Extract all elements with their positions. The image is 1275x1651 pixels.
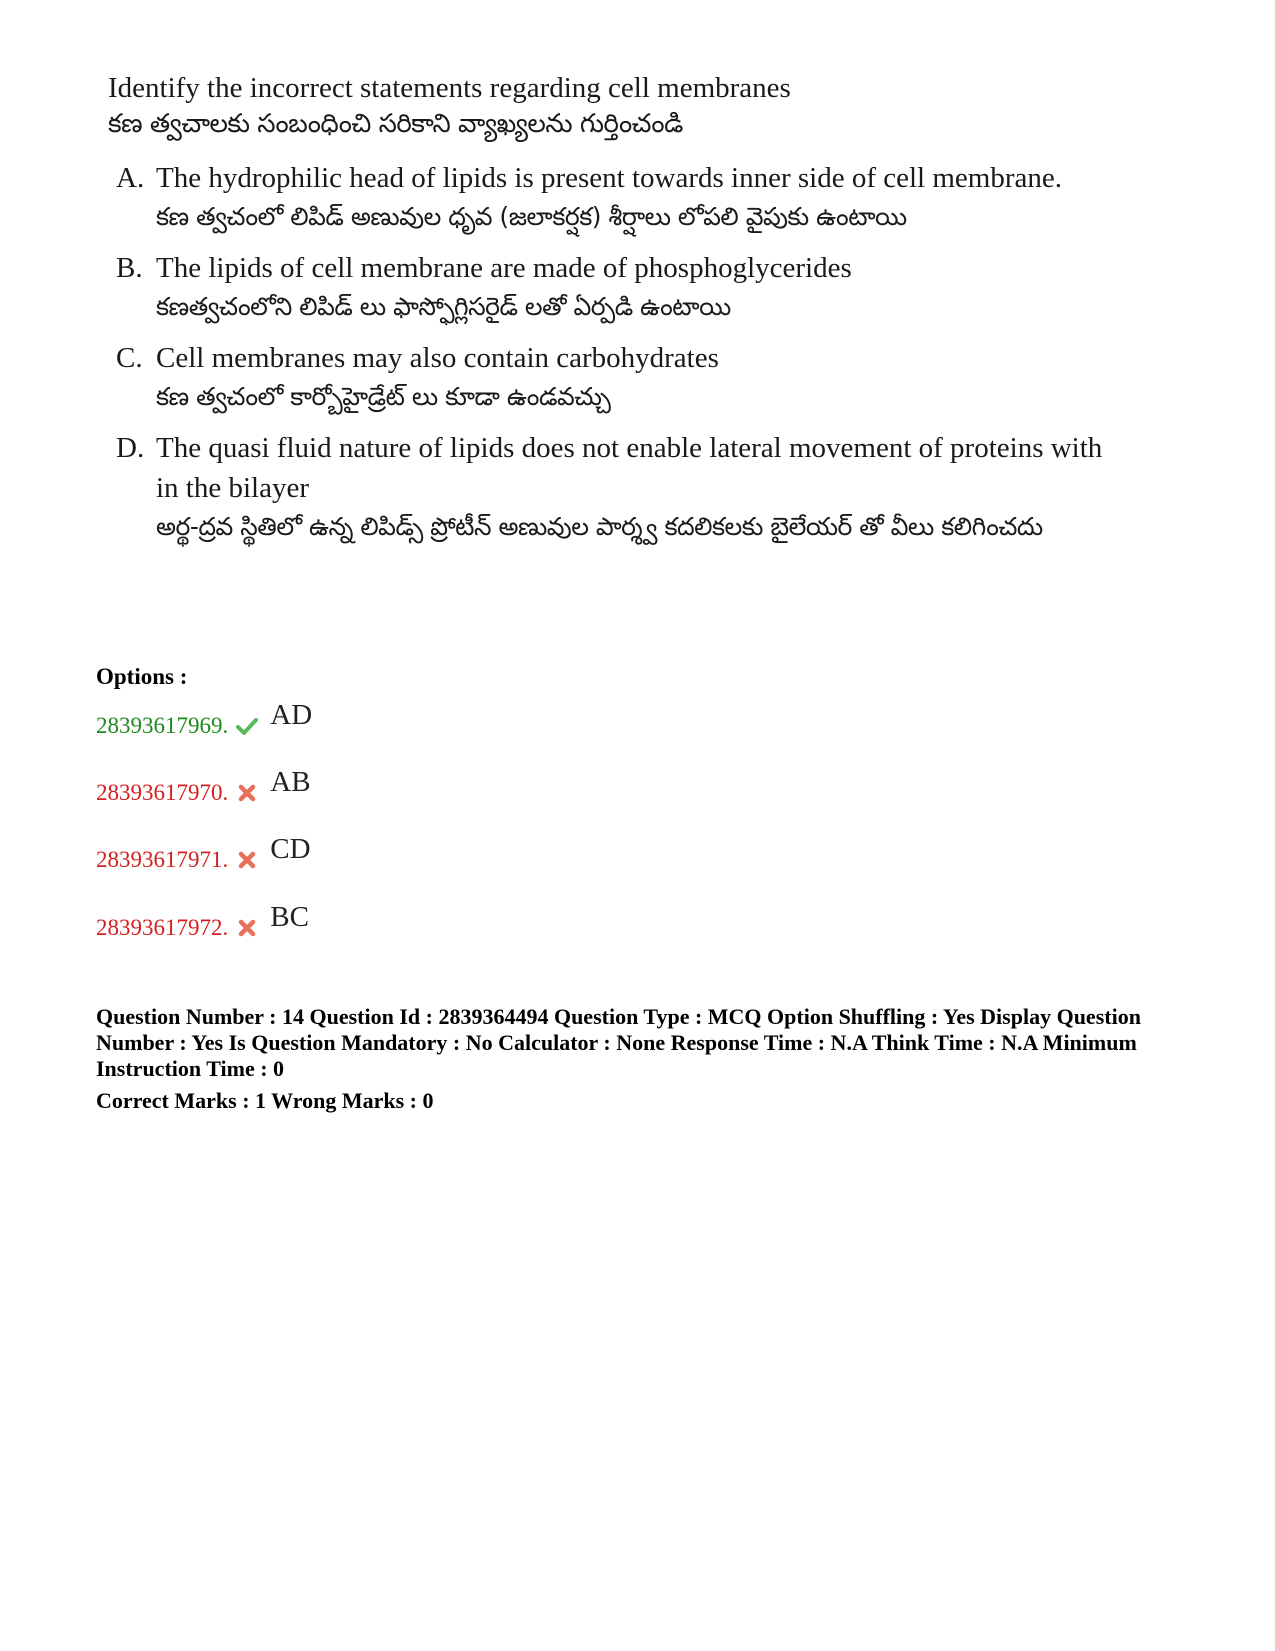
cross-icon bbox=[236, 917, 258, 939]
option-id: 28393617971. bbox=[96, 847, 229, 872]
statement-letter: B. bbox=[116, 252, 143, 284]
option-text: BC bbox=[270, 901, 309, 933]
options-label: Options : bbox=[96, 664, 188, 689]
statement-text-te: కణ త్వచంలో కార్బోహైడ్రేట్ లు కూడా ఉండవచ్చు bbox=[156, 382, 611, 411]
option-2[interactable] bbox=[96, 765, 311, 807]
option-text: AB bbox=[270, 766, 311, 798]
statement-text-te: కణత్వచంలోని లిపిడ్ లు ఫాస్ఫోగ్లిసరైడ్ లతో ఏర్పడి ఉంటాయి bbox=[156, 292, 731, 321]
statement-letter: D. bbox=[116, 432, 145, 464]
statement-text-te: అర్థ-ద్రవ స్థితిలో ఉన్న లిపిడ్స్ ప్రోటీన్ అణువుల పార్శ్వ కదలికలకు బైలేయర్ తో వీలు కలిగించదు bbox=[156, 512, 1043, 541]
cross-icon bbox=[236, 849, 258, 871]
statement-b bbox=[108, 248, 1108, 326]
statement-letter: A. bbox=[116, 162, 145, 194]
option-1[interactable] bbox=[96, 698, 312, 740]
option-3[interactable] bbox=[96, 832, 311, 874]
check-icon bbox=[236, 715, 258, 737]
option-id: 28393617970. bbox=[96, 780, 229, 805]
statement-a bbox=[108, 158, 1108, 236]
question-image bbox=[108, 70, 1108, 558]
option-text: CD bbox=[270, 833, 311, 865]
option-id: 28393617972. bbox=[96, 915, 229, 940]
cross-icon bbox=[236, 782, 258, 804]
statement-c bbox=[108, 338, 1108, 416]
statement-text-en: The quasi fluid nature of lipids does not enable lateral movement of proteins with in the bilayer bbox=[156, 432, 1103, 504]
statement-letter: C. bbox=[116, 342, 143, 374]
question-metadata: Question Number : 14 Question Id : 2839364494 Question Type : MCQ Option Shuffling : Yes Display Question Number : Yes Is Question Mandatory : No Calculator : None Response Time : N.A Think Time : N.A Minimum Instruction Time : 0 bbox=[96, 1004, 1141, 1081]
statement-d bbox=[108, 428, 1108, 546]
statement-text-en: The hydrophilic head of lipids is present towards inner side of cell membrane. bbox=[156, 162, 1062, 194]
option-text: AD bbox=[270, 699, 313, 731]
statement-text-te: కణ త్వచంలో లిపిడ్ అణువుల ధృవ (జలాకర్షక) శీర్షాలు లోపలి వైపుకు ఉంటాయి bbox=[156, 202, 907, 231]
question-title-te: కణ త్వచాలకు సంబంధించి సరికాని వ్యాఖ్యలను గుర్తించండి bbox=[108, 109, 683, 139]
option-id: 28393617969. bbox=[96, 713, 229, 738]
option-4[interactable] bbox=[96, 900, 309, 942]
question-title-en: Identify the incorrect statements regarding cell membranes bbox=[108, 72, 791, 104]
question-marks: Correct Marks : 1 Wrong Marks : 0 bbox=[96, 1088, 434, 1113]
statement-list bbox=[108, 158, 1108, 546]
statement-text-en: The lipids of cell membrane are made of phosphoglycerides bbox=[156, 252, 852, 284]
statement-text-en: Cell membranes may also contain carbohydrates bbox=[156, 342, 719, 374]
